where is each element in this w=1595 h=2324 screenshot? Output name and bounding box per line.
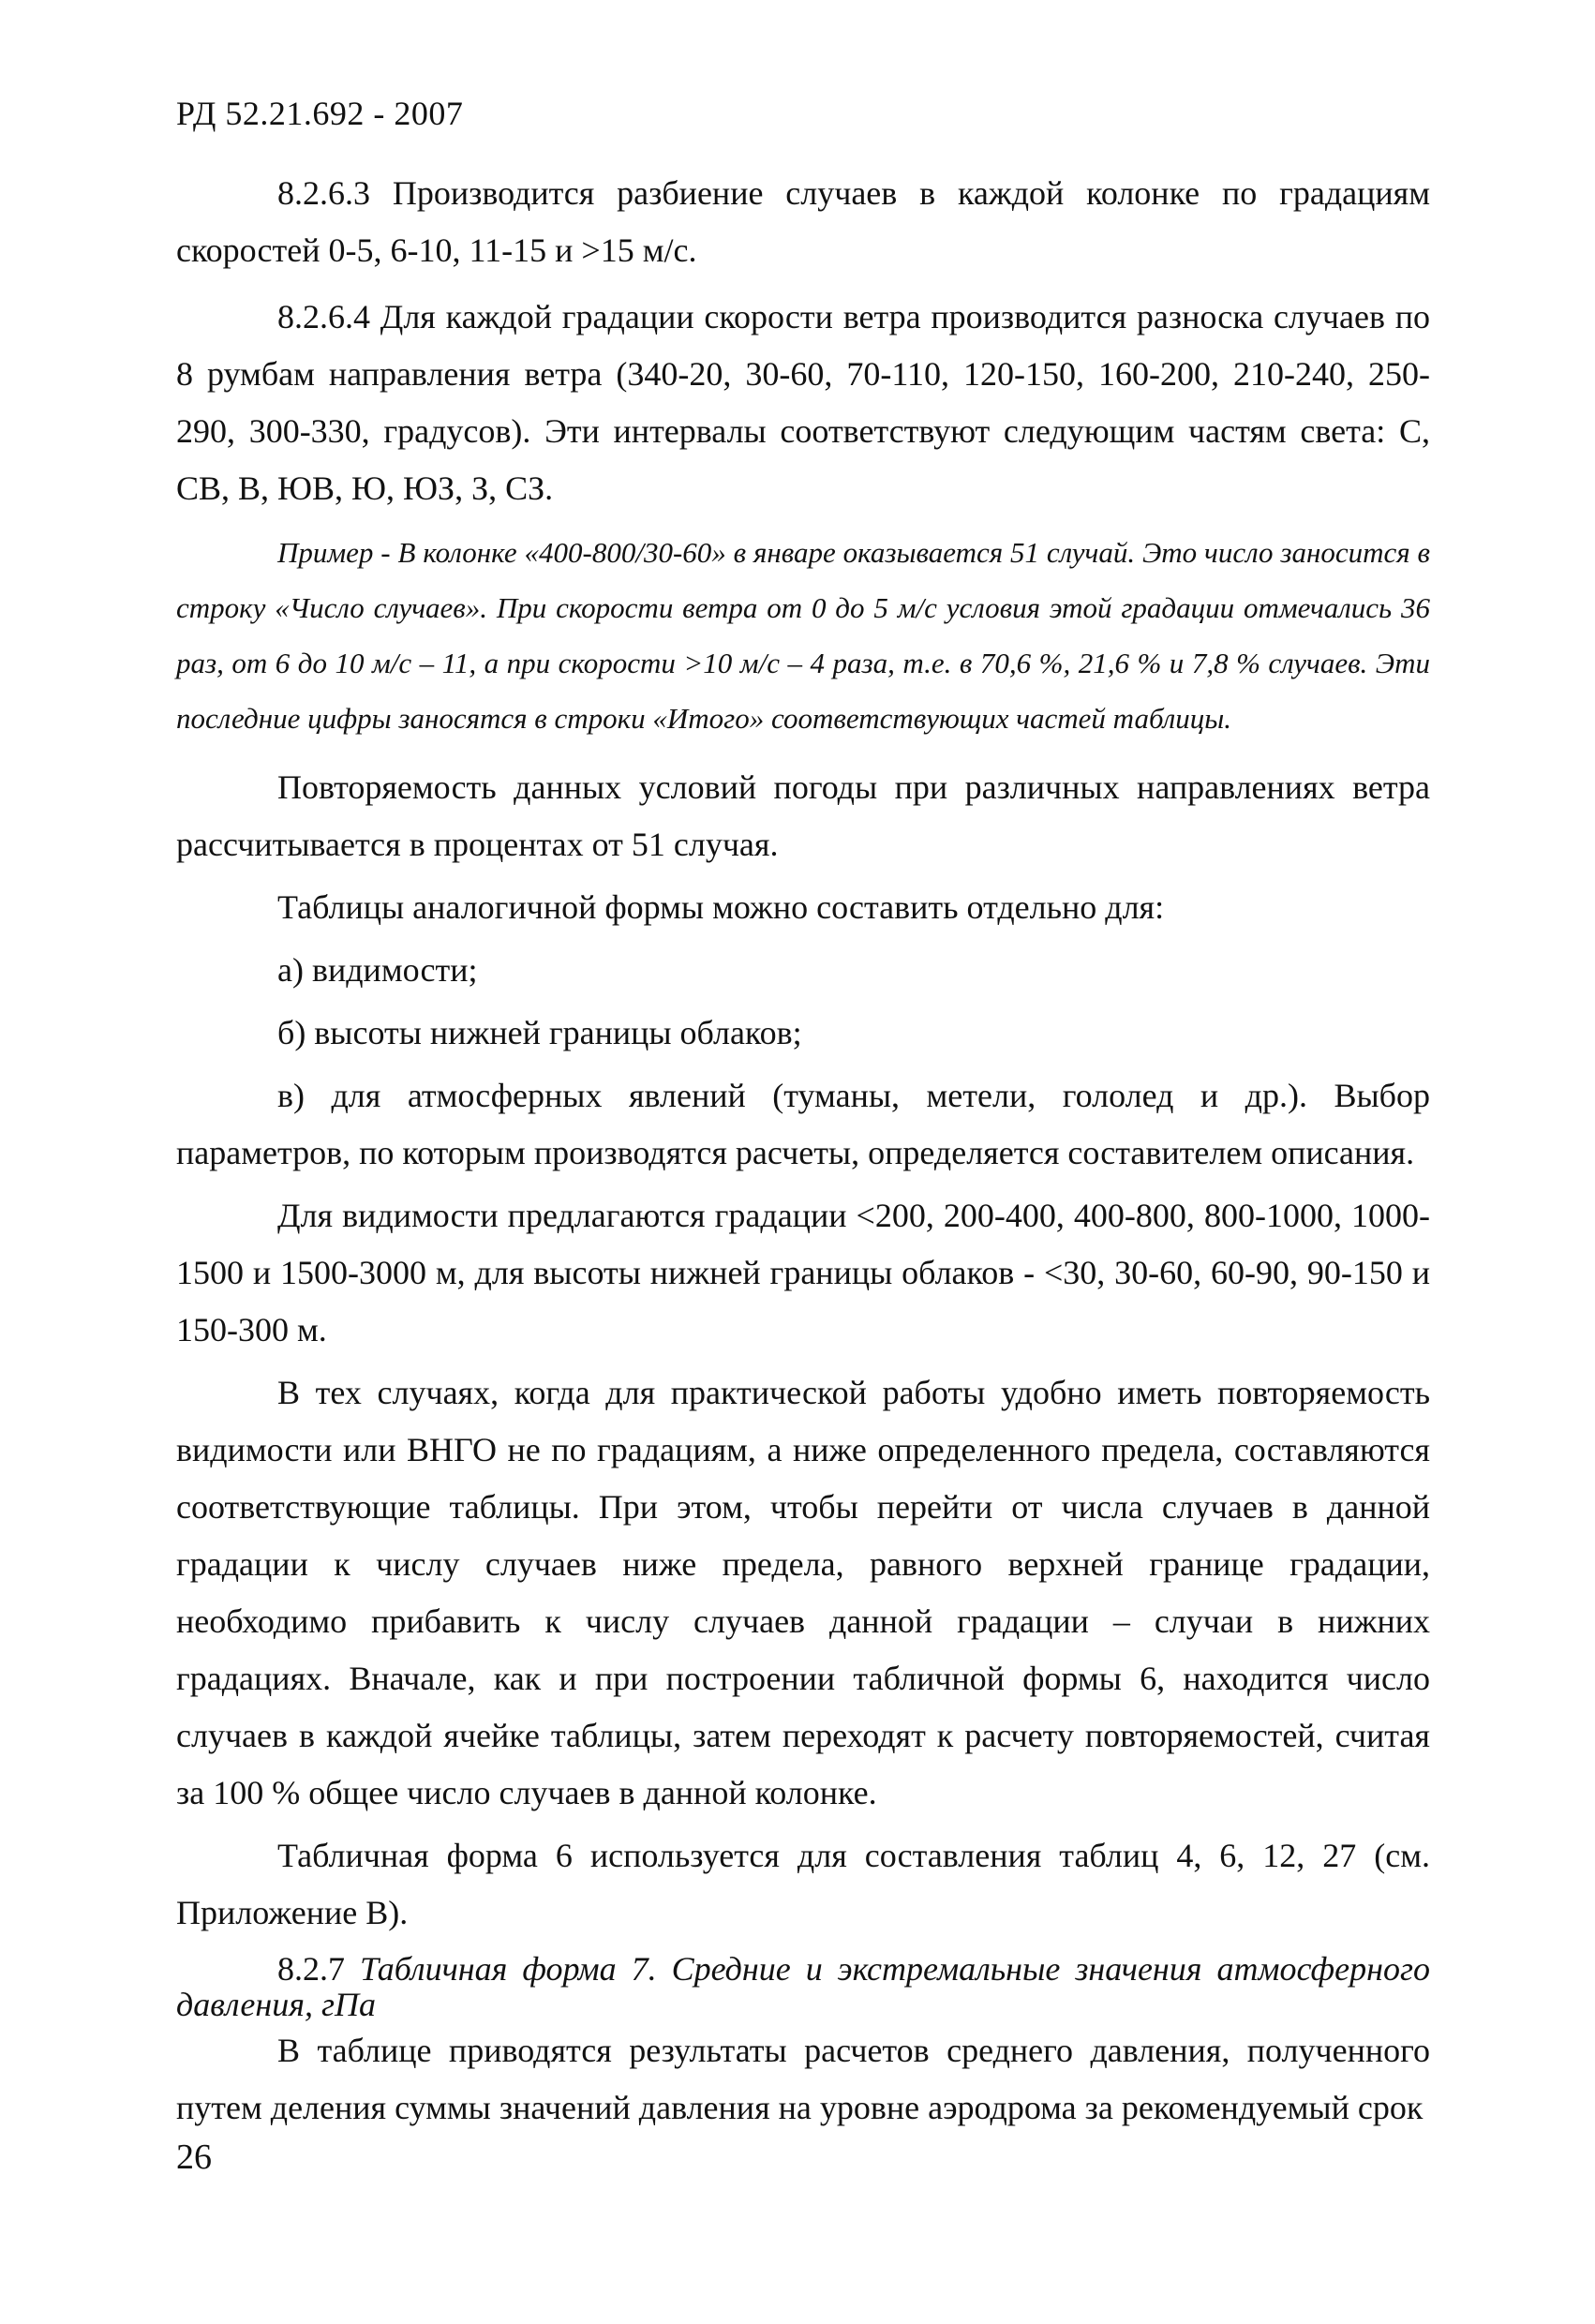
paragraph-repeatability: Повторяемость данных условий погоды при различных направлениях ветра рассчитывается в процентах от 51 случая. (176, 768, 1430, 863)
section-number: 8.2.7 (277, 1950, 345, 1988)
list-item-b: б) высоты нижней границы облаков; (277, 1014, 802, 1051)
paragraph-8-2-6-4: 8.2.6.4 Для каждой градации скорости ветра производится разноска случаев по 8 румбам направления ветра (340-20, 30-60, 70-110, 120-150, 160-200, 210-240, 250-290, 300-330, градусов). Эти интервалы соответствуют следующим частям света: С, СВ, В, ЮВ, Ю, ЮЗ, З, СЗ. (176, 298, 1430, 507)
section-heading-8-2-7 (176, 1951, 1430, 2022)
page-number: 26 (176, 2138, 212, 2177)
paragraph-results: В таблице приводятся результаты расчетов среднего давления, полученного путем деления суммы значений давления на уровне аэродрома за рекомендуемый срок (176, 2032, 1430, 2126)
list-item-a: а) видимости; (277, 951, 478, 989)
document-code-header: РД 52.21.692 - 2007 (176, 95, 464, 132)
paragraph-cumulative-cases: В тех случаях, когда для практической работы удобно иметь повторяемость видимости или ВНГО не по градациям, а ниже определенного предела, составляются соответствующие таблицы. При этом, чтобы перейти от числа случаев в данной градации к числу случаев ниже предела, равного верхней границе градации, необходимо прибавить к числу случаев данной градации – случаи в нижних градациях. Вначале, как и при построении табличной формы 6, находится число случаев в каждой ячейке таблицы, затем переходят к расчету повторяемостей, считая за 100 % общее число случаев в данной колонке. (176, 1374, 1430, 1811)
paragraph-tables-intro: Таблицы аналогичной формы можно составить отдельно для: (277, 888, 1165, 926)
example-paragraph: Пример - В колонке «400-800/30-60» в январе оказывается 51 случай. Это число заносится в строку «Число случаев». При скорости ветра от 0 до 5 м/с условия этой градации отмечались 36 раз, от 6 до 10 м/с – 11, а при скорости >10 м/с – 4 раза, т.е. в 70,6 %, 21,6 % и 7,8 % случаев. Эти последние цифры заносятся в строки «Итого» соответствующих частей таблицы. (176, 536, 1430, 735)
paragraph-form-6-usage: Табличная форма 6 используется для составления таблиц 4, 6, 12, 27 (см. Приложение В). (176, 1837, 1430, 1931)
paragraph-8-2-6-3: 8.2.6.3 Производится разбиение случаев в каждой колонке по градациям скоростей 0-5, 6-10, 11-15 и >15 м/с. (176, 174, 1430, 269)
list-item-c: в) для атмосферных явлений (туманы, метели, гололед и др.). Выбор параметров, по которым производятся расчеты, определяется составителем описания. (176, 1077, 1430, 1171)
body-text (176, 165, 1430, 2137)
section-title: Табличная форма 7. Средние и экстремальные значения атмосферного давления, гПа (176, 1950, 1430, 2023)
paragraph-visibility-gradations: Для видимости предлагаются градации <200, 200-400, 400-800, 800-1000, 1000-1500 и 1500-3000 м, для высоты нижней границы облаков - <30, 30-60, 60-90, 90-150 и 150-300 м. (176, 1197, 1430, 1348)
